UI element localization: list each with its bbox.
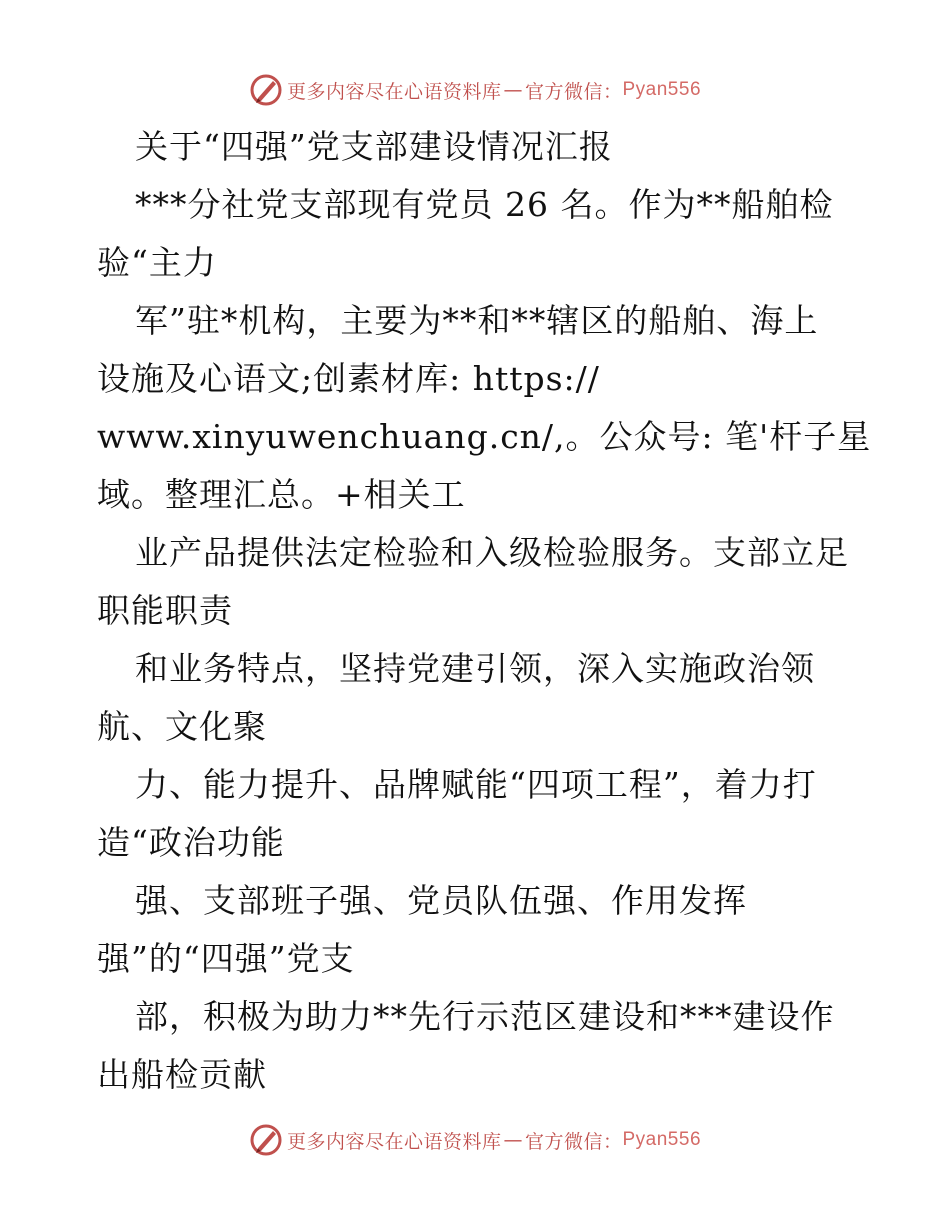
document-body <box>97 118 872 1104</box>
banner-text: 更多内容尽在心语资料库 <box>286 1130 502 1153</box>
document-title: 关于“四强”党支部建设情况汇报 <box>135 127 613 166</box>
text-line: 强、支部班子强、党员队伍强、作用发挥 <box>135 881 747 920</box>
text-line: www.xinyuwenchuang.cn/,。公众号: 笔'杆子星 <box>97 417 872 456</box>
pen-circle-logo-icon <box>249 73 283 107</box>
banner-wechat-id: Pyan556 <box>622 79 702 100</box>
header-banner <box>0 70 950 110</box>
text-line: 域。整理汇总。+相关工 <box>97 475 466 514</box>
footer-banner <box>0 1120 950 1160</box>
banner-wechat-id: Pyan556 <box>622 1129 702 1150</box>
text-line: 力、能力提升、品牌赋能“四项工程”，着力打 <box>135 765 817 804</box>
text-line: 强”的“四强”党支 <box>97 939 355 978</box>
text-line: ***分社党支部现有党员 26 名。作为**船舶检 <box>135 185 834 224</box>
banner-text: 更多内容尽在心语资料库 <box>286 80 502 103</box>
text-line: 部，积极为助力**先行示范区建设和***建设作 <box>135 997 835 1036</box>
text-line: 设施及心语文;创素材库: https:// <box>97 359 600 398</box>
pen-circle-logo-icon <box>249 1123 283 1157</box>
text-line: 职能职责 <box>97 591 233 630</box>
banner-wechat-label: 官方微信： <box>524 80 623 103</box>
text-line: 和业务特点，坚持党建引领，深入实施政治领 <box>135 649 815 688</box>
text-line: 出船检贡献 <box>97 1055 267 1094</box>
banner-wechat-label: 官方微信： <box>524 1130 623 1153</box>
text-line: 业产品提供法定检验和入级检验服务。支部立足 <box>135 533 849 572</box>
text-line: 航、文化聚 <box>97 707 267 746</box>
text-line: 造“政治功能 <box>97 823 285 862</box>
text-line: 军”驻*机构，主要为**和**辖区的船舶、海上 <box>135 301 819 340</box>
text-line: 验“主力 <box>97 243 217 282</box>
banner-separator: — <box>503 79 523 101</box>
banner-separator: — <box>503 1129 523 1151</box>
